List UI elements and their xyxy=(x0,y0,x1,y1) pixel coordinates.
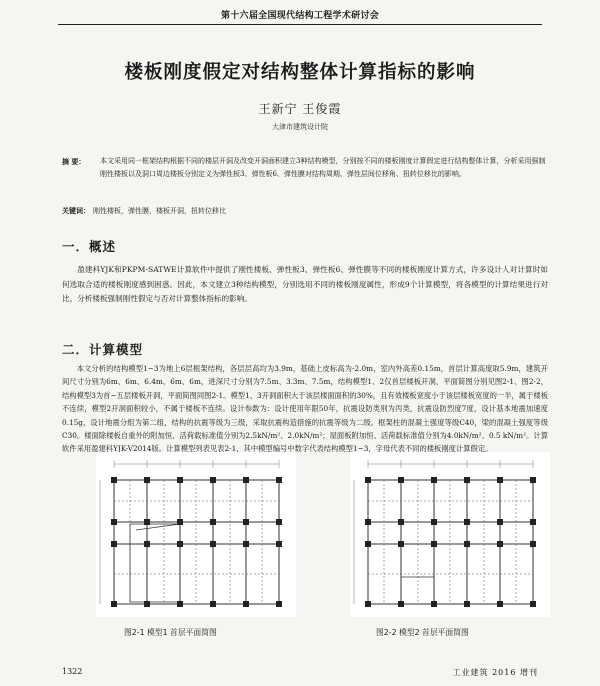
header-rule xyxy=(58,24,542,25)
abstract xyxy=(62,155,548,181)
section-1-heading: 一．概述 xyxy=(62,239,117,254)
abstract-text: 本文采用同一框架结构根据不同的楼层开洞及改变开洞面积建立3种结构模型，分别按不同的楼板刚度计算假定进行结构整体计算，分析采用强制刚性楼板以及洞口周边楼板分别定义为弹性板3、弹性板6、弹性膜对结构周期、弹性层间位移角、扭转位移比的影响。 xyxy=(100,157,546,178)
plan-outline xyxy=(114,480,279,604)
authors: 王新宁 王俊霞 xyxy=(258,102,342,116)
plan-outline xyxy=(368,480,533,604)
section-2-body xyxy=(62,362,548,456)
section-1-paragraph: 盈建科YJK和PKPM-SATWE计算软件中提供了刚性楼板、弹性板3、弹性板6、弹性膜等不同的楼板刚度计算方式，许多设计人对计算时如何选取合适的楼板刚度感到困惑。因此，本文建立3种结构模型，分别选用不同的楼板刚度属性，形成9个计算模型，将各模型的计算结果进行对比，分析楼板强制刚性假定与否对计算整体指标的影响。 xyxy=(62,265,548,303)
slab-opening xyxy=(401,544,434,577)
figure-2-2-floor-plan xyxy=(350,452,550,617)
section-1-body xyxy=(62,263,548,307)
keywords-text: 刚性楼板，弹性膜，楼板开洞，扭转位移比 xyxy=(93,207,226,215)
keywords-label: 关键词： xyxy=(62,206,90,215)
abstract-label: 摘 要： xyxy=(62,157,86,166)
running-header: 第十六届全国现代结构工程学术研讨会 xyxy=(220,11,380,21)
section-2-heading: 二．计算模型 xyxy=(62,342,144,357)
slab-opening xyxy=(130,524,180,602)
journal-footer: 工业建筑 2016 增刊 xyxy=(452,668,538,677)
paper-title: 楼板刚度假定对结构整体计算指标的影响 xyxy=(124,62,476,83)
keywords xyxy=(62,205,548,217)
figure-2-2-caption: 图2-2 模型2 首层平面简图 xyxy=(376,628,469,637)
figure-2-1-caption: 图2-1 模型1 首层平面简图 xyxy=(124,628,217,637)
page-number: 1322 xyxy=(62,667,83,676)
affiliation: 大津市建筑设计院 xyxy=(272,123,328,131)
section-2-paragraph: 本文分析的结构模型1~3为地上6层框架结构，各层层高均为3.9m，基础上皮标高为-2.0m，室内外高差0.15m，首层计算高度取5.9m，建筑开间尺寸分别为6m、6m、6.4m、6m、6m，进深尺寸分别为7.5m、3.3m、7.5m，结构模型1、2仅首层楼板开洞，平面简图分别见图2-1、图2-2，结构模型3为首~五层楼板开洞，平面简图同图2-1。模型1、3开洞面积大于该层楼面面积的30%，且有效楼板宽度小于该层楼板宽度的一半，属于楼板不连续，模型2开洞面积较小，不属于楼板不连续。设计参数为：设计使用年限50年，抗震设防类别为丙类，抗震设防烈度7度，设计基本地震加速度0.15g，设计地震分组为第二组，结构的抗震等级为三级，采取抗震构造措施的抗震等级为二级。框架柱的混凝土强度等级C40，梁的混凝土强度等级C30。楼面除楼板自重外的附加恒、活荷载标准值分别为2.5kN/m²、2.0kN/m²；屋面板附加恒、活荷载标准值分别为4.0kN/m²、0.5 kN/m²。计算软件采用盈建科YJK-V2014版。计算模型列表见表2-1，其中模型编号中数字代表结构模型1~3，字母代表不同的楼板刚度计算假定。 xyxy=(62,364,548,454)
figure-2-1-floor-plan xyxy=(96,452,296,617)
